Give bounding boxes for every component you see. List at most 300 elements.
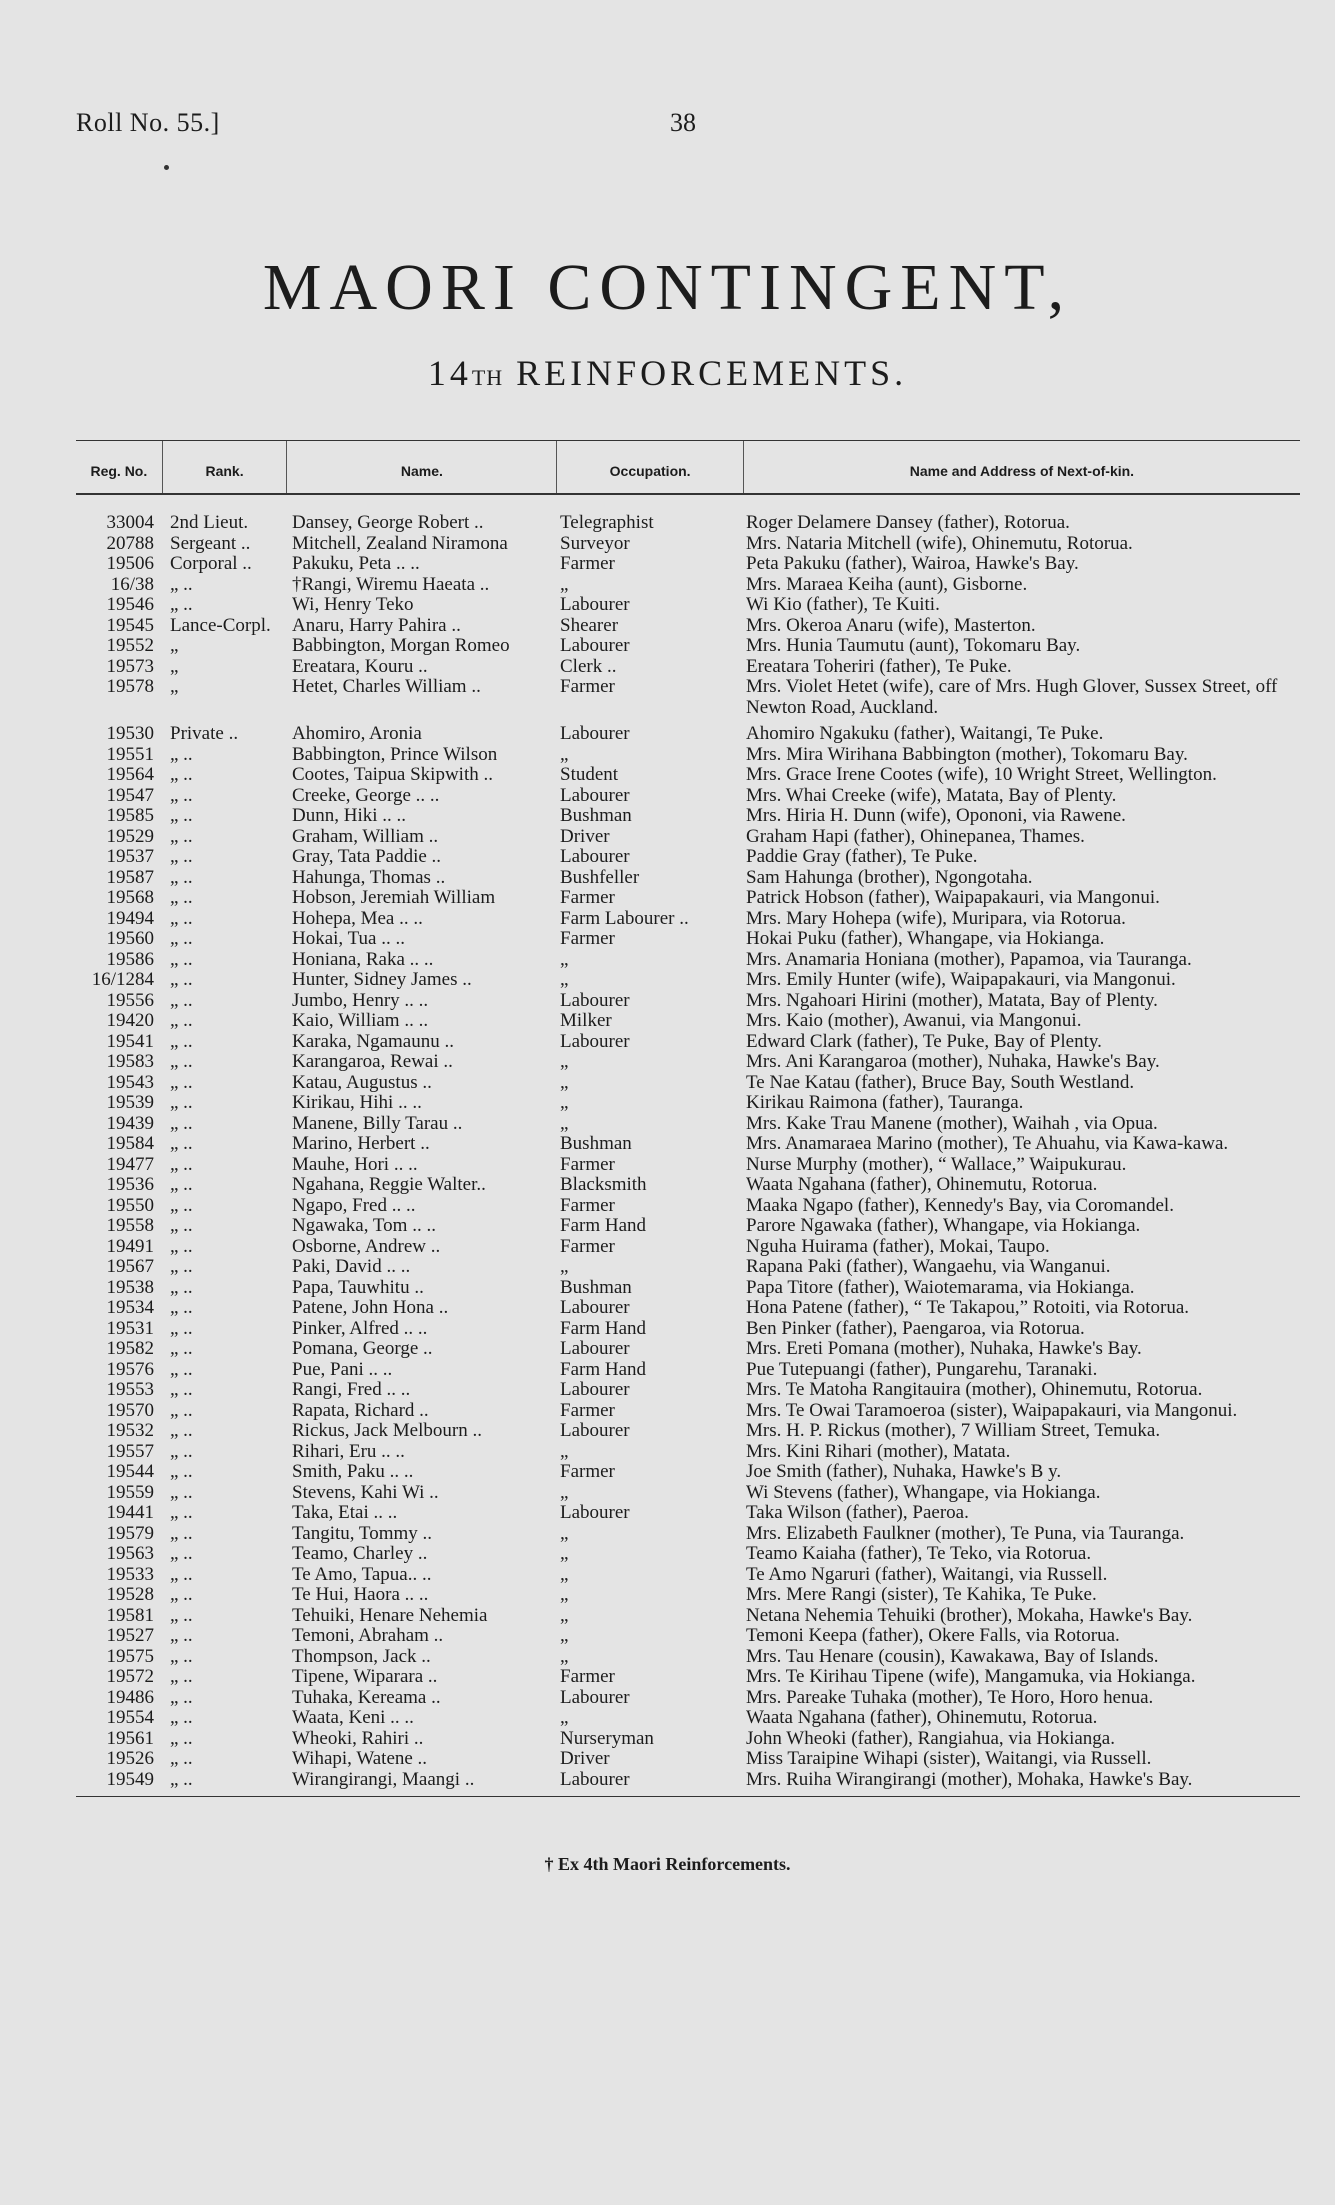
cell-name: Creeke, George .. .. — [292, 785, 440, 806]
cell-reg-no: 19547 — [106, 784, 154, 806]
cell-reg-no: 19573 — [106, 655, 154, 677]
cell-reg-no: 19532 — [106, 1420, 154, 1441]
cell-reg-no: 19441 — [106, 1502, 154, 1523]
cell-rank: „ .. — [170, 846, 193, 867]
cell-occupation: „ — [560, 970, 569, 990]
table-row — [76, 929, 1300, 950]
cell-reg-no: 19586 — [106, 948, 154, 970]
cell-rank: „ .. — [170, 1522, 193, 1544]
table-body — [76, 513, 1300, 1790]
cell-reg-no: 19559 — [106, 1481, 154, 1503]
cell-occupation: „ — [560, 1708, 569, 1728]
cell-next-of-kin: Mrs. Mira Wirihana Babbington (mother), Tokomaru Bay. — [746, 743, 1188, 765]
cell-reg-no: 16/38 — [110, 573, 154, 595]
cell-reg-no: 19563 — [106, 1543, 154, 1564]
cell-next-of-kin: Ereatara Toheriri (father), Te Puke. — [746, 655, 1012, 677]
cell-reg-no: 19529 — [106, 825, 154, 847]
cell-reg-no: 19494 — [106, 907, 154, 929]
cell-rank: Private .. — [170, 723, 239, 744]
table-row — [76, 1278, 1300, 1299]
cell-reg-no: 19537 — [106, 846, 154, 867]
table-row — [76, 677, 1300, 718]
cell-rank: „ .. — [170, 1051, 193, 1072]
subtitle-number: 14 — [427, 353, 472, 393]
cell-rank: „ .. — [170, 907, 193, 929]
cell-rank: „ .. — [170, 1256, 193, 1277]
cell-next-of-kin: Teamo Kaiaha (father), Te Teko, via Rotorua. — [746, 1543, 1092, 1564]
cell-rank: „ .. — [170, 1686, 193, 1708]
cell-next-of-kin: Rapana Paki (father), Wangaehu, via Wanganui. — [746, 1256, 1111, 1277]
cell-rank: „ .. — [170, 1420, 193, 1441]
cell-rank: „ .. — [170, 1768, 193, 1790]
subtitle-text: REINFORCEMENTS. — [503, 353, 908, 393]
cell-occupation: Farm Hand — [560, 1318, 647, 1339]
cell-name: Karangaroa, Rewai .. — [292, 1052, 453, 1072]
cell-reg-no: 19553 — [106, 1379, 154, 1400]
cell-name: Tangitu, Tommy .. — [292, 1523, 433, 1544]
cell-occupation: Labourer — [560, 1298, 630, 1318]
table-row — [76, 991, 1300, 1012]
table-row — [76, 1380, 1300, 1401]
cell-occupation: Farmer — [560, 888, 615, 908]
cell-reg-no: 19587 — [106, 866, 154, 888]
roll-number: Roll No. 55.] — [76, 108, 220, 137]
cell-occupation: Farmer — [560, 929, 615, 949]
cell-next-of-kin: Mrs. Hunia Taumutu (aunt), Tokomaru Bay. — [746, 635, 1081, 656]
cell-rank: „ .. — [170, 1440, 193, 1462]
cell-next-of-kin: Mrs. Emily Hunter (wife), Waipapakauri, via Mangonui. — [746, 969, 1176, 990]
cell-name: Hahunga, Thomas .. — [292, 867, 446, 888]
table-row — [76, 1544, 1300, 1565]
cell-name: Pomana, George .. — [292, 1339, 433, 1359]
cell-occupation: Labourer — [560, 1031, 630, 1052]
cell-occupation: Labourer — [560, 1503, 630, 1523]
table-row — [76, 1339, 1300, 1360]
cell-next-of-kin: Mrs. Hiria H. Dunn (wife), Opononi, via Rawene. — [746, 805, 1126, 826]
table-row — [76, 1093, 1300, 1114]
cell-reg-no: 19560 — [106, 928, 154, 949]
cell-next-of-kin: Mrs. Anamaria Honiana (mother), Papamoa, via Tauranga. — [746, 948, 1192, 970]
cell-next-of-kin: Mrs. Kake Trau Manene (mother), Waihah , via Opua. — [746, 1112, 1158, 1134]
cell-occupation: Labourer — [560, 847, 630, 867]
cell-occupation: „ — [560, 1257, 569, 1277]
cell-reg-no: 19491 — [106, 1235, 154, 1257]
cell-occupation: „ — [560, 1113, 569, 1134]
cell-name: Hobson, Jeremiah William — [292, 888, 496, 908]
cell-rank: „ .. — [170, 1399, 193, 1421]
cell-occupation: Farmer — [560, 1154, 615, 1175]
table-row — [76, 575, 1300, 596]
cell-rank: „ .. — [170, 1030, 193, 1052]
cell-next-of-kin: Mrs. Tau Henare (cousin), Kawakawa, Bay of Islands. — [746, 1645, 1159, 1667]
table-row — [76, 806, 1300, 827]
cell-reg-no: 19527 — [106, 1625, 154, 1646]
cell-occupation: Bushman — [560, 1134, 632, 1154]
cell-occupation: Farm Labourer .. — [560, 908, 689, 929]
table-row — [76, 786, 1300, 807]
cell-reg-no: 19552 — [106, 635, 154, 656]
footnote: † Ex 4th Maori Reinforcements. — [544, 1854, 791, 1874]
cell-next-of-kin: Nurse Murphy (mother), “ Wallace,” Waipukurau. — [746, 1153, 1127, 1175]
cell-occupation: Labourer — [560, 1339, 630, 1359]
cell-name: Anaru, Harry Pahira .. — [292, 615, 461, 636]
table-row — [76, 1708, 1300, 1729]
cell-name: Rickus, Jack Melbourn .. — [292, 1421, 482, 1441]
cell-occupation: „ — [560, 1564, 569, 1585]
cell-occupation: Student — [560, 765, 619, 785]
table-row — [76, 1729, 1300, 1750]
table-row — [76, 909, 1300, 930]
cell-name: Kirikau, Hihi .. .. — [292, 1093, 422, 1113]
cell-occupation: Labourer — [560, 990, 630, 1011]
cell-name: Jumbo, Henry .. .. — [292, 990, 429, 1011]
table-row — [76, 1196, 1300, 1217]
table-header — [76, 441, 1300, 495]
cell-reg-no: 19568 — [106, 887, 154, 908]
cell-reg-no: 19581 — [106, 1604, 154, 1626]
cell-next-of-kin: Waata Ngahana (father), Ohinemutu, Rotorua. — [746, 1707, 1098, 1728]
cell-next-of-kin: Mrs. Te Kirihau Tipene (wife), Mangamuka, via Hokianga. — [746, 1666, 1196, 1687]
table-row — [76, 1114, 1300, 1135]
cell-rank: „ .. — [170, 989, 193, 1011]
cell-rank: „ .. — [170, 764, 193, 785]
cell-name: Hetet, Charles William .. — [292, 677, 481, 697]
table-row — [76, 765, 1300, 786]
table-row — [76, 1360, 1300, 1381]
cell-next-of-kin: Papa Titore (father), Waiotemarama, via Hokianga. — [746, 1276, 1135, 1298]
cell-next-of-kin: Ben Pinker (father), Paengaroa, via Rotorua. — [746, 1317, 1085, 1339]
cell-next-of-kin: Taka Wilson (father), Paeroa. — [746, 1502, 969, 1523]
cell-name: Te Amo, Tapua.. .. — [292, 1564, 432, 1585]
cell-name: Wirangirangi, Maangi .. — [292, 1769, 475, 1790]
col-header-reg-no: Reg. No. — [76, 441, 163, 493]
table-row — [76, 970, 1300, 991]
table-row — [76, 1770, 1300, 1791]
cell-occupation: Labourer — [560, 785, 630, 806]
cell-reg-no: 19546 — [106, 594, 154, 615]
cell-reg-no: 19533 — [106, 1563, 154, 1585]
cell-reg-no: 19582 — [106, 1338, 154, 1359]
cell-occupation: Labourer — [560, 636, 630, 656]
cell-name: Ngapo, Fred .. .. — [292, 1195, 416, 1216]
table-row — [76, 1503, 1300, 1524]
cell-name: Marino, Herbert .. — [292, 1134, 430, 1154]
cell-reg-no: 19551 — [106, 743, 154, 765]
cell-next-of-kin: Mrs. Kini Rihari (mother), Matata. — [746, 1440, 1011, 1462]
cell-occupation: Labourer — [560, 1769, 630, 1790]
cell-occupation: Farmer — [560, 1667, 615, 1687]
cell-reg-no: 19583 — [106, 1051, 154, 1072]
cell-occupation: Labourer — [560, 1380, 630, 1400]
cell-reg-no: 16/1284 — [91, 969, 154, 990]
cell-name: Cootes, Taipua Skipwith .. — [292, 765, 493, 785]
cell-rank: „ .. — [170, 1584, 193, 1605]
cell-reg-no: 19477 — [106, 1153, 154, 1175]
cell-reg-no: 19538 — [106, 1276, 154, 1298]
table-row — [76, 1257, 1300, 1278]
cell-reg-no: 19506 — [106, 553, 154, 574]
cell-next-of-kin: John Wheoki (father), Rangiahua, via Hokianga. — [746, 1727, 1115, 1749]
cell-name: Ngawaka, Tom .. .. — [292, 1216, 436, 1236]
cell-rank: „ — [170, 676, 179, 697]
cell-occupation: Farmer — [560, 1195, 615, 1216]
cell-name: Stevens, Kahi Wi .. — [292, 1482, 439, 1503]
cell-next-of-kin: Te Nae Katau (father), Bruce Bay, South Westland. — [746, 1071, 1135, 1093]
cell-name: Patene, John Hona .. — [292, 1298, 449, 1318]
cell-occupation: Farm Hand — [560, 1359, 647, 1380]
cell-occupation: Blacksmith — [560, 1175, 647, 1195]
cell-next-of-kin: Mrs. Grace Irene Cootes (wife), 10 Wright Street, Wellington. — [746, 764, 1217, 785]
cell-name: Gray, Tata Paddie .. — [292, 847, 442, 867]
cell-name: Pakuku, Peta .. .. — [292, 554, 420, 574]
cell-reg-no: 19539 — [106, 1092, 154, 1113]
cell-name: Papa, Tauwhitu .. — [292, 1277, 424, 1298]
table-row — [76, 534, 1300, 555]
cell-reg-no: 19576 — [106, 1358, 154, 1380]
cell-name: Mauhe, Hori .. .. — [292, 1154, 418, 1175]
cell-next-of-kin: Mrs. Te Matoha Rangitauira (mother), Ohinemutu, Rotorua. — [746, 1379, 1203, 1400]
cell-reg-no: 19526 — [106, 1748, 154, 1769]
cell-name: Kaio, William .. .. — [292, 1011, 429, 1031]
cell-next-of-kin: Te Amo Ngaruri (father), Waitangi, via Russell. — [746, 1563, 1108, 1585]
cell-occupation: Labourer — [560, 595, 630, 615]
table-row — [76, 1134, 1300, 1155]
cell-occupation: „ — [560, 1605, 569, 1626]
cell-next-of-kin: Mrs. Maraea Keiha (aunt), Gisborne. — [746, 573, 1028, 595]
cell-next-of-kin: Mrs. Mere Rangi (sister), Te Kahika, Te Puke. — [746, 1584, 1097, 1605]
cell-rank: „ .. — [170, 887, 193, 908]
cell-name: Mitchell, Zealand Niramona — [292, 533, 508, 554]
cell-reg-no: 19570 — [106, 1399, 154, 1421]
cell-next-of-kin: Mrs. Violet Hetet (wife), care of Mrs. Hugh Glover, Sussex Street, off Newton Road, Auckland. — [746, 676, 1278, 718]
cell-reg-no: 19561 — [106, 1727, 154, 1749]
cell-rank: „ .. — [170, 805, 193, 826]
table-row — [76, 513, 1300, 534]
cell-rank: Lance-Corpl. — [170, 614, 271, 636]
table-row — [76, 1462, 1300, 1483]
cell-occupation: Farmer — [560, 1400, 615, 1421]
cell-rank: „ .. — [170, 1092, 193, 1113]
cell-next-of-kin: Temoni Keepa (father), Okere Falls, via Rotorua. — [746, 1625, 1120, 1646]
table-row — [76, 1155, 1300, 1176]
cell-rank: „ .. — [170, 1358, 193, 1380]
cell-occupation: „ — [560, 1072, 569, 1093]
cell-reg-no: 19528 — [106, 1584, 154, 1605]
cell-next-of-kin: Paddie Gray (father), Te Puke. — [746, 846, 978, 867]
cell-name: Honiana, Raka .. .. — [292, 949, 434, 970]
cell-next-of-kin: Mrs. Whai Creeke (wife), Matata, Bay of Plenty. — [746, 784, 1117, 806]
cell-reg-no: 19567 — [106, 1256, 154, 1277]
cell-reg-no: 33004 — [106, 512, 154, 533]
cell-next-of-kin: Mrs. Nataria Mitchell (wife), Ohinemutu, Rotorua. — [746, 532, 1133, 554]
col-header-name: Name. — [287, 441, 557, 493]
roll-table — [76, 440, 1300, 1797]
subtitle-ordinal: TH — [471, 365, 504, 390]
table-row — [76, 1421, 1300, 1442]
table-row — [76, 1175, 1300, 1196]
cell-reg-no: 19584 — [106, 1133, 154, 1154]
cell-rank: Sergeant .. — [170, 532, 251, 554]
table-row — [76, 616, 1300, 637]
cell-reg-no: 19541 — [106, 1030, 154, 1052]
cell-next-of-kin: Waata Ngahana (father), Ohinemutu, Rotorua. — [746, 1174, 1098, 1195]
col-header-next-of-kin: Name and Address of Next-of-kin. — [909, 463, 1135, 479]
col-header-occupation: Occupation. — [557, 441, 743, 493]
cell-next-of-kin: Edward Clark (father), Te Puke, Bay of Plenty. — [746, 1030, 1102, 1052]
cell-occupation: „ — [560, 1523, 569, 1544]
cell-name: †Rangi, Wiremu Haeata .. — [292, 574, 490, 595]
page-subtitle — [0, 352, 1335, 394]
cell-reg-no: 19536 — [106, 1174, 154, 1195]
cell-rank: „ .. — [170, 1666, 193, 1687]
cell-next-of-kin: Mrs. Mary Hohepa (wife), Muripara, via Rotorua. — [746, 907, 1126, 929]
page-number: 38 — [670, 108, 696, 137]
cell-rank: „ .. — [170, 1338, 193, 1359]
cell-name: Graham, William .. — [292, 826, 439, 847]
cell-occupation: Bushman — [560, 1277, 632, 1298]
cell-name: Babbington, Prince Wilson — [292, 744, 498, 765]
cell-rank: „ .. — [170, 1727, 193, 1749]
table-row — [76, 636, 1300, 657]
cell-name: Smith, Paku .. .. — [292, 1462, 414, 1482]
cell-name: Waata, Keni .. .. — [292, 1708, 414, 1728]
cell-rank: „ .. — [170, 1153, 193, 1175]
cell-rank: „ .. — [170, 969, 193, 990]
cell-rank: „ .. — [170, 825, 193, 847]
table-row — [76, 1483, 1300, 1504]
cell-rank: „ .. — [170, 1625, 193, 1646]
cell-rank: „ .. — [170, 594, 193, 615]
cell-name: Tipene, Wiparara .. — [292, 1667, 438, 1687]
cell-occupation: Shearer — [560, 615, 619, 636]
cell-next-of-kin: Patrick Hobson (father), Waipapakauri, via Mangonui. — [746, 887, 1160, 908]
cell-occupation: Labourer — [560, 1421, 630, 1441]
cell-next-of-kin: Kirikau Raimona (father), Tauranga. — [746, 1092, 1024, 1113]
cell-occupation: Farmer — [560, 554, 615, 574]
cell-name: Hokai, Tua .. .. — [292, 929, 405, 949]
cell-occupation: „ — [560, 1585, 569, 1605]
cell-name: Manene, Billy Tarau .. — [292, 1113, 463, 1134]
cell-name: Te Hui, Haora .. .. — [292, 1585, 429, 1605]
cell-next-of-kin: Mrs. Elizabeth Faulkner (mother), Te Puna, via Tauranga. — [746, 1522, 1185, 1544]
table-row — [76, 1626, 1300, 1647]
cell-occupation: Nurseryman — [560, 1728, 654, 1749]
cell-next-of-kin: Joe Smith (father), Nuhaka, Hawke's B y. — [746, 1461, 1062, 1482]
cell-rank: „ .. — [170, 1461, 193, 1482]
cell-reg-no: 19531 — [106, 1317, 154, 1339]
cell-name: Thompson, Jack .. — [292, 1646, 431, 1667]
table-row — [76, 1749, 1300, 1770]
cell-occupation: „ — [560, 1626, 569, 1646]
cell-reg-no: 19549 — [106, 1768, 154, 1790]
cell-rank: „ — [170, 655, 179, 677]
cell-next-of-kin: Sam Hahunga (brother), Ngongotaha. — [746, 866, 1033, 888]
cell-occupation: „ — [560, 574, 569, 595]
cell-occupation: Milker — [560, 1011, 612, 1031]
cell-occupation: „ — [560, 1093, 569, 1113]
cell-next-of-kin: Mrs. H. P. Rickus (mother), 7 William Street, Temuka. — [746, 1420, 1161, 1441]
cell-next-of-kin: Nguha Huirama (father), Mokai, Taupo. — [746, 1235, 1050, 1257]
table-row — [76, 1401, 1300, 1422]
cell-next-of-kin: Mrs. Anamaraea Marino (mother), Te Ahuahu, via Kawa-kawa. — [746, 1133, 1229, 1154]
cell-reg-no: 19578 — [106, 676, 154, 697]
cell-occupation: Farmer — [560, 1462, 615, 1482]
cell-occupation: Surveyor — [560, 533, 630, 554]
cell-reg-no: 19556 — [106, 989, 154, 1011]
cell-reg-no: 19543 — [106, 1071, 154, 1093]
cell-next-of-kin: Mrs. Okeroa Anaru (wife), Masterton. — [746, 614, 1036, 636]
cell-name: Temoni, Abraham .. — [292, 1626, 444, 1646]
page-title: MAORI CONTINGENT, — [262, 251, 1073, 324]
cell-rank: „ .. — [170, 866, 193, 888]
cell-name: Dunn, Hiki .. .. — [292, 806, 406, 826]
cell-name: Pinker, Alfred .. .. — [292, 1318, 428, 1339]
cell-reg-no: 19558 — [106, 1215, 154, 1236]
table-row — [76, 657, 1300, 678]
table-row — [76, 1298, 1300, 1319]
cell-name: Ngahana, Reggie Walter.. — [292, 1175, 486, 1195]
table-row — [76, 1052, 1300, 1073]
cell-reg-no: 19530 — [106, 723, 154, 744]
cell-rank: „ .. — [170, 1276, 193, 1298]
cell-occupation: Bushman — [560, 806, 632, 826]
cell-reg-no: 19579 — [106, 1522, 154, 1544]
print-speck — [164, 165, 169, 170]
table-row — [76, 554, 1300, 575]
cell-rank: 2nd Lieut. — [170, 512, 249, 533]
cell-rank: „ .. — [170, 1235, 193, 1257]
cell-rank: „ .. — [170, 1481, 193, 1503]
cell-next-of-kin: Maaka Ngapo (father), Kennedy's Bay, via Coromandel. — [746, 1194, 1174, 1216]
cell-occupation: „ — [560, 1482, 569, 1503]
cell-next-of-kin: Parore Ngawaka (father), Whangape, via Hokianga. — [746, 1215, 1141, 1236]
cell-rank: „ .. — [170, 1563, 193, 1585]
cell-reg-no: 20788 — [106, 532, 154, 554]
table-row — [76, 1647, 1300, 1668]
cell-next-of-kin: Mrs. Ereti Pomana (mother), Nuhaka, Hawke's Bay. — [746, 1338, 1142, 1359]
cell-next-of-kin: Hokai Puku (father), Whangape, via Hokianga. — [746, 928, 1105, 949]
table-row — [76, 1585, 1300, 1606]
cell-reg-no: 19557 — [106, 1440, 154, 1462]
cell-name: Babbington, Morgan Romeo — [292, 636, 510, 656]
cell-rank: „ .. — [170, 1604, 193, 1626]
cell-occupation: Bushfeller — [560, 867, 640, 888]
cell-next-of-kin: Mrs. Kaio (mother), Awanui, via Mangonui. — [746, 1010, 1082, 1031]
cell-name: Pue, Pani .. .. — [292, 1359, 393, 1380]
table-row — [76, 1524, 1300, 1545]
cell-reg-no: 19575 — [106, 1645, 154, 1667]
table-row — [76, 888, 1300, 909]
cell-name: Ereatara, Kouru .. — [292, 656, 428, 677]
cell-reg-no: 19439 — [106, 1112, 154, 1134]
cell-name: Wi, Henry Teko — [292, 595, 414, 615]
cell-name: Dansey, George Robert .. — [292, 513, 484, 533]
cell-next-of-kin: Netana Nehemia Tehuiki (brother), Mokaha, Hawke's Bay. — [746, 1604, 1193, 1626]
cell-rank: „ .. — [170, 1645, 193, 1667]
cell-reg-no: 19550 — [106, 1194, 154, 1216]
cell-rank: „ .. — [170, 1502, 193, 1523]
cell-name: Teamo, Charley .. — [292, 1544, 428, 1564]
cell-name: Rihari, Eru .. .. — [292, 1441, 405, 1462]
table-row — [76, 847, 1300, 868]
cell-name: Osborne, Andrew .. — [292, 1236, 441, 1257]
cell-next-of-kin: Pue Tutepuangi (father), Pungarehu, Taranaki. — [746, 1358, 1098, 1380]
cell-occupation: „ — [560, 1052, 569, 1072]
cell-rank: „ .. — [170, 1748, 193, 1769]
cell-name: Taka, Etai .. .. — [292, 1503, 398, 1523]
cell-name: Katau, Augustus .. — [292, 1072, 432, 1093]
cell-name: Ahomiro, Aronia — [292, 724, 422, 744]
